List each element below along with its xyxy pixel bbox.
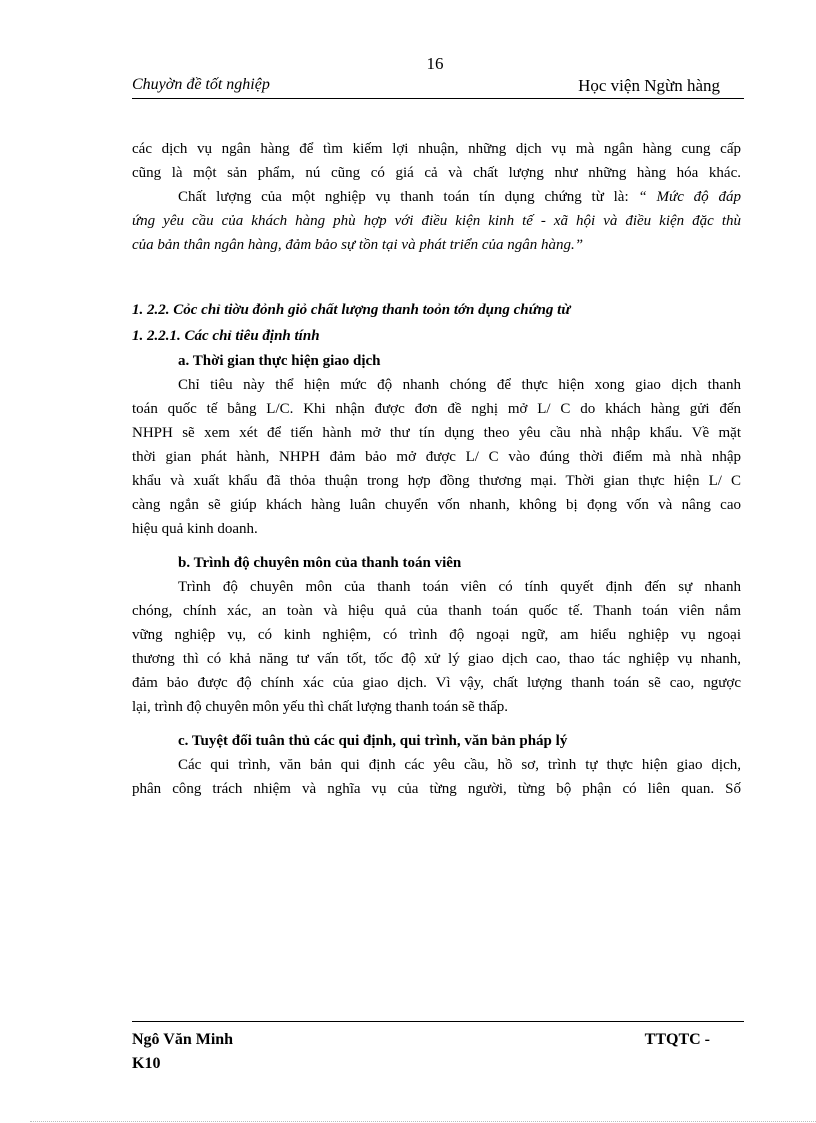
paragraph-line: vững nghiệp vụ, có kinh nghiệm, có trình độ ngoại ngữ, am hiểu nghiệp vụ ngoại [132,627,741,643]
paragraph-line: các dịch vụ ngân hàng để tìm kiếm lợi nhuận, những dịch vụ mà ngân hàng cung cấp [132,141,741,157]
footer-author: Ngô Văn Minh [132,1031,234,1048]
footer-class: TTQTC - [644,1031,710,1048]
paragraph-line: càng ngắn sẽ giúp khách hàng luân chuyển vốn nhanh, không bị đọng vốn và nâng cao [132,497,741,513]
paragraph-line: lại, trình độ chuyên môn yếu thì chất lượng thanh toán sẽ thấp. [132,699,508,715]
page-bottom-divider [30,1121,816,1122]
page-footer [132,1021,744,1072]
paragraph-line: thời gian phát hành, NHPH đảm bảo mở được L/ C vào đúng thời điểm mà nhà nhập [132,449,741,465]
paragraph-line: Chỉ tiêu này thể hiện mức độ nhanh chóng để thực hiện xong giao dịch thanh [178,377,741,393]
paragraph-line: đảm bảo được độ chính xác của giao dịch. Vì vậy, chất lượng thanh toán sẽ cao, ngược [132,675,741,691]
header-thesis-title: Chuyờn đề tốt nghiệp [132,76,270,93]
subheading-c: c. Tuyệt đối tuân thủ các qui định, qui trình, văn bản pháp lý [178,733,568,749]
paragraph-line: chóng, chính xác, an toàn và hiệu quả của thanh toán quốc tế. Thanh toán viên nắm [132,603,741,619]
footer-author-block [132,1028,233,1076]
paragraph-line: thương thì có khả năng tư vấn tốt, tốc độ xử lý giao dịch cao, thao tác nghiệp vụ nhanh, [132,651,741,667]
paragraph-line: khẩu và xuất khẩu đã thỏa thuận trong hợp đồng thương mại. Thời gian thực hiện L/ C [132,473,741,489]
definition-paragraph-line [132,185,741,209]
paragraph-line: cũng là một sản phẩm, nú cũng có giá cả và chất lượng như những hàng hóa khác. [132,165,741,181]
paragraph-line: toán quốc tế bằng L/C. Khi nhận được đơn đề nghị mở L/ C do khách hàng gửi đến [132,401,741,417]
definition-quote-line: của bản thân ngân hàng, đảm bảo sự tồn tại và phát triển của ngân hàng.” [132,237,584,253]
paragraph-line: phân công trách nhiệm và nghĩa vụ của từng người, từng bộ phận có liên quan. Số [132,781,741,797]
section-heading-1-2-2: 1. 2.2. Cỏc chỉ tiờu đỏnh giỏ chất lượng thanh toỏn tớn dụng chứng từ [132,302,571,318]
definition-intro: Chất lượng của một nghiệp vụ thanh toán tín dụng chứng từ là: [178,189,639,205]
paragraph-line: Các qui trình, văn bản qui định các yêu cầu, hồ sơ, trình tự thực hiện giao dịch, [178,757,741,773]
page-header [132,76,744,99]
document-body [132,137,741,801]
subheading-a: a. Thời gian thực hiện giao dịch [178,353,381,369]
header-institution: Học viện Ngừn hàng [578,76,720,95]
footer-class-suffix: K10 [132,1055,161,1072]
paragraph-line: hiệu quả kinh doanh. [132,521,258,537]
definition-quote-line: ứng yêu cầu của khách hàng phù hợp với điều kiện kinh tế - xã hội và điều kiện đặc thù [132,213,741,229]
paragraph-line: NHPH sẽ xem xét để tiến hành mở thư tín dụng theo yêu cầu nhà nhập khẩu. Về mặt [132,425,741,441]
paragraph-line: Trình độ chuyên môn của thanh toán viên có tính quyết định đến sự nhanh [178,579,741,595]
subheading-b: b. Trình độ chuyên môn của thanh toán viên [178,555,462,571]
section-heading-1-2-2-1: 1. 2.2.1. Các chỉ tiêu định tính [132,328,320,344]
definition-quote-start: “ Mức độ đáp [638,189,741,205]
page-number: 16 [426,54,444,73]
